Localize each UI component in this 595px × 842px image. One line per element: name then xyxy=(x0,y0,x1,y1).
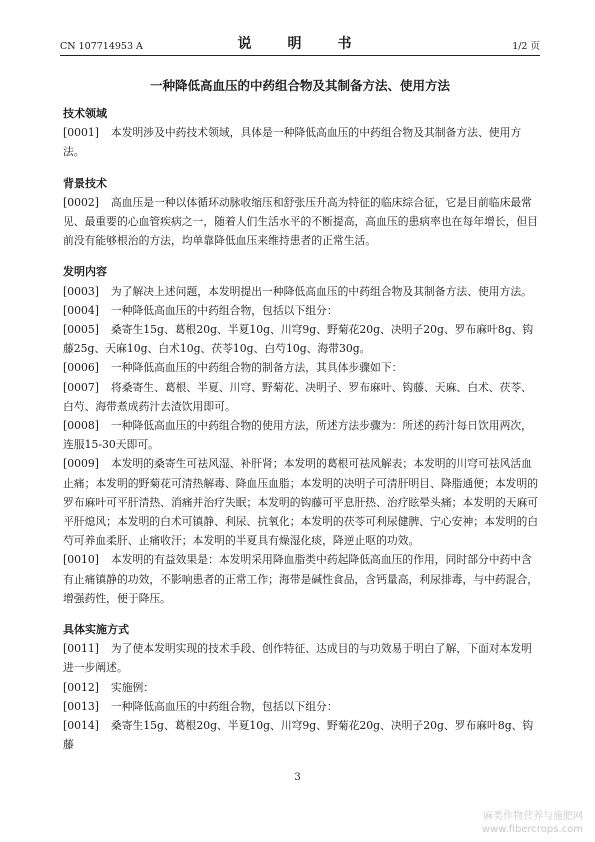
paragraph-text: 桑寄生15g、葛根20g、半夏10g、川穹9g、野菊花20g、决明子20g、罗布麻叶8g、钩藤 xyxy=(63,719,534,752)
paragraph xyxy=(63,416,539,454)
paragraph-number: [0003] xyxy=(63,284,99,298)
paragraph-number: [0010] xyxy=(63,553,99,567)
paragraph xyxy=(63,123,539,161)
section-heading: 具体实施方式 xyxy=(63,623,129,637)
section-heading: 背景技术 xyxy=(63,176,107,190)
paragraph xyxy=(63,678,539,697)
paragraph-number: [0011] xyxy=(63,642,99,656)
header-rule xyxy=(60,55,540,56)
patent-number: CN 107714953 A xyxy=(60,41,143,52)
paragraph-number: [0008] xyxy=(63,419,99,433)
paragraph xyxy=(63,716,539,754)
paragraph xyxy=(63,320,539,358)
watermark-line-2: www.fibercrops.com xyxy=(481,824,583,835)
paragraph xyxy=(63,301,539,320)
paragraph-number: [0006] xyxy=(63,361,99,375)
page-count: 1/2 页 xyxy=(512,41,540,52)
paragraph-text: 一种降低高血压的中药组合物，包括以下组分： xyxy=(110,699,338,713)
paragraph xyxy=(63,639,539,677)
paragraph-text: 为了解决上述问题，本发明提出一种降低高血压的中药组合物及其制备方法、使用方法。 xyxy=(110,284,532,298)
section-heading: 技术领域 xyxy=(63,107,107,120)
paragraph-text: 实施例： xyxy=(110,680,155,694)
paragraph-text: 将桑寄生、葛根、半夏、川穹、野菊花、决明子、罗布麻叶、钩藤、天麻、白术、茯苓、白芍、海带煮成药汁去渣饮用即可。 xyxy=(63,380,532,413)
paragraph-number: [0004] xyxy=(63,303,99,317)
watermark-line-1: 麻类作物营养与施肥网 xyxy=(483,811,583,822)
paragraph xyxy=(63,282,539,301)
paragraph-number: [0005] xyxy=(63,323,99,337)
paragraph xyxy=(63,193,539,251)
paragraph-text: 一种降低高血压的中药组合物的制备方法，其具体步骤如下： xyxy=(110,361,403,375)
paragraph-text: 高血压是一种以体循环动脉收缩压和舒张压升高为特征的临床综合征，它是目前临床最常见、最重要的心血管疾病之一，随着人们生活水平的不断提高，高血压的患病率也在每年增长，但目前没有能够根治的方法，均单靠降低血压来维持患者的正常生活。 xyxy=(63,195,539,248)
paragraph xyxy=(63,378,539,416)
paragraph-number: [0002] xyxy=(63,195,99,209)
paragraph-number: [0012] xyxy=(63,680,99,694)
page-number: 3 xyxy=(294,772,301,783)
paragraph xyxy=(63,358,539,377)
paragraph-text: 桑寄生15g、葛根20g、半夏10g、川穹9g、野菊花20g、决明子20g、罗布麻叶8g、钩藤25g、天麻10g、白术10g、茯苓10g、白芍10g、海带30g。 xyxy=(63,323,534,356)
header-title: 说 明 书 xyxy=(237,36,363,52)
document-title: 一种降低高血压的中药组合物及其制备方法、使用方法 xyxy=(149,78,450,93)
paragraph-text: 本发明的有益效果是：本发明采用降血脂类中药起降低高血压的作用，同时部分中药中含有止痛镇静的功效，不影响患者的正常工作；海带是碱性食品，含钙量高，利尿排毒，与中药混合，增强药性，便于降压。 xyxy=(63,553,539,605)
paragraph-text: 本发明的桑寄生可祛风湿、补肝肾；本发明的葛根可祛风解表；本发明的川穹可祛风活血止痛；本发明的野菊花可清热解毒、降血压血脂；本发明的决明子可清肝明目、降脂通便；本发明的罗布麻叶可平肝清热、消痛并治疗失眠；本发明的钩藤可平息肝热、治疗眩晕头痛；本发明的天麻可平肝熄风；本发明的白术可镇静、利尿、抗氧化；本发明的茯苓可利尿健脾、宁心安神；本发明的白芍可养血柔肝、止痛收汗；本发明的半夏具有燥湿化痰，降逆止呕的功效。 xyxy=(63,457,539,548)
paragraph-number: [0009] xyxy=(63,457,99,471)
paragraph xyxy=(63,697,539,716)
section-heading: 发明内容 xyxy=(63,265,107,279)
watermark xyxy=(482,810,583,836)
paragraph xyxy=(63,454,539,550)
paragraph-text: 本发明涉及中药技术领域，具体是一种降低高血压的中药组合物及其制备方法、使用方法。 xyxy=(63,126,522,159)
paragraph xyxy=(63,550,539,608)
paragraph-text: 一种降低高血压的中药组合物的使用方法，所述方法步骤为：所述的药汁每日饮用两次，连服15-30天即可。 xyxy=(63,419,532,452)
paragraph-number: [0001] xyxy=(63,126,99,140)
paragraph-text: 为了使本发明实现的技术手段、创作特征、达成目的与功效易于明白了解，下面对本发明进一步阐述。 xyxy=(63,642,532,675)
paragraph-text: 一种降低高血压的中药组合物，包括以下组分： xyxy=(110,303,338,317)
paragraph-number: [0013] xyxy=(63,699,99,713)
paragraph-number: [0014] xyxy=(63,719,99,733)
paragraph-number: [0007] xyxy=(63,380,99,394)
page-header xyxy=(60,32,540,54)
document-body xyxy=(63,104,539,755)
